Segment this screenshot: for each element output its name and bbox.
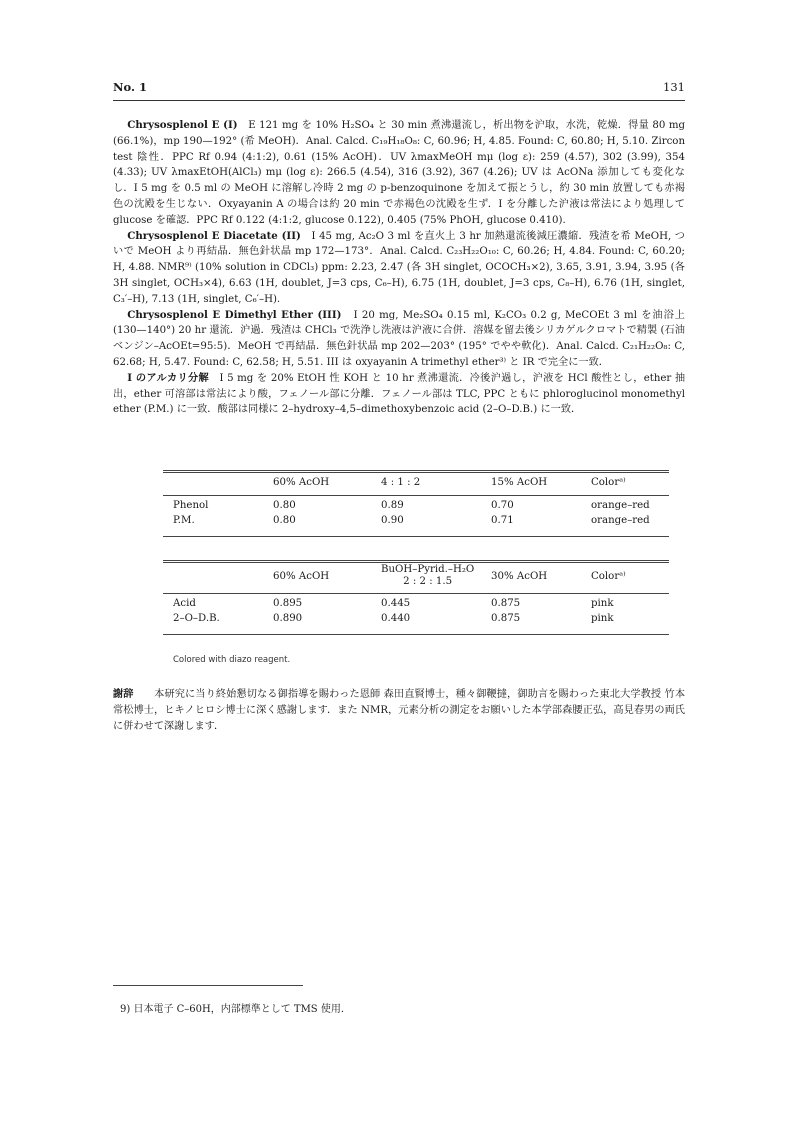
table-footnote: Colored with diazo reagent. (173, 655, 291, 665)
paragraph-alkali-decomposition (113, 371, 685, 418)
table-bottom-rule (163, 634, 669, 635)
table-cell: 0.90 (381, 515, 404, 526)
header-rule (113, 100, 685, 101)
paragraph-body: I 5 mg を 20% EtOH 性 KOH と 10 hr 煮沸還流．冷後沪過し，沪液を HCl 酸性とし，ether 抽出，ether 可溶部は常法により酸，フェノール部に分離．フェノール部は TLC, PPC ともに phloroglucinol monomethyl ether (P.M.) に一致．酸部は同様に 2–hydroxy–4,5–dimethoxybenzoic acid (2–O–D.B.) に一致． (113, 372, 686, 416)
rf-table-phenol (163, 470, 669, 537)
table-row (163, 500, 669, 515)
table-header-cell: 60% AcOH (273, 571, 330, 582)
paragraph-chrysosplenol-e (113, 118, 685, 229)
paragraph-title: I のアルカリ分解 (127, 371, 209, 384)
table-header-cell: 4 : 1 : 2 (381, 477, 421, 488)
table-cell: 0.89 (381, 500, 404, 511)
table-cell: 0.890 (273, 613, 303, 624)
acknowledgement-title: 謝辞 (113, 688, 134, 700)
issue-number: No. 1 (113, 80, 147, 94)
table-cell: P.M. (173, 515, 195, 526)
table-header-cell (381, 564, 474, 588)
table-cell: 0.71 (491, 515, 514, 526)
paragraph-title: Chrysosplenol E Diacetate (II) (127, 229, 301, 242)
table-header-cell: 30% AcOH (491, 571, 548, 582)
footnote-rule (113, 985, 303, 986)
solvent-name: BuOH–Pyrid.–H₂O (381, 564, 475, 575)
table-cell: 0.875 (491, 598, 521, 609)
acknowledgement-text: 本研究に当り終始懇切なる御指導を賜わった恩師 森田直賢博士，種々御鞭撻，御助言を賜わった東北大学教授 竹本常松博士，ヒキノヒロシ博士に深く感謝します．また NMR，元素分析の測定をお願いした本学部森腰正弘，高見春男の両氏に併わせて深謝します． (113, 689, 686, 732)
paragraph-body: I 20 mg, Me₂SO₄ 0.15 ml, K₂CO₃ 0.2 g, MeCOEt 3 ml を油浴上 (130—140°) 20 hr 還流．沪過．残渣は CHCl₃ で洗浄し洗液は沪液に合併．溶媒を留去後シリカゲルクロマトで精製 (石油ベンジン–AcOEt=95:5)．MeOH で再結晶．無色針状晶 mp 202—203° (195° でやや軟化)．Anal. Calcd. C₂₁H₂₂O₈: C, 62.68; H, 5.47. Found: C, 62.58; H, 5.51. III は oxyayanin A trimethyl ether³⁾ と IR で完全に一致． (113, 309, 685, 368)
page-number: 131 (663, 80, 685, 94)
table-cell: 0.440 (381, 613, 411, 624)
table-cell: orange–red (591, 515, 650, 526)
paragraph-title: Chrysosplenol E Dimethyl Ether (III) (127, 308, 342, 321)
table-header-row (163, 473, 669, 495)
table-header-cell: Colorᵃ⁾ (591, 571, 626, 582)
table-cell: orange–red (591, 500, 650, 511)
table-row (163, 613, 669, 628)
table-cell: Phenol (173, 500, 209, 511)
paragraph-body: E 121 mg を 10% H₂SO₄ と 30 min 煮沸還流し，析出物を沪取，水洗，乾燥．得量 80 mg (66.1%)，mp 190—192° (希 MeOH)．Anal. Calcd. C₁₉H₁₈O₈: C, 60.96; H, 4.85. Found: C, 60.80; H, 5.10. Zircon test 陰性．PPC Rf 0.94 (4:1:2), 0.61 (15% AcOH)．UV λmaxMeOH mμ (log ε): 259 (4.57), 302 (3.99), 354 (4.33); UV λmaxEtOH(AlCl₃) mμ (log ε): 266.5 (4.54), 316 (3.92), 367 (4.26); UV は AcONa 添加しても変化なし．I 5 mg を 0.5 ml の MeOH に溶解し冷時 2 mg の p-benzoquinone を加えて振とうし，約 30 min 放置しても赤褐色の沈殿を生じない．Oxyayanin A の場合は約 20 min で赤褐色の沈殿を生ず．I を分離した沪液は常法により処理して glucose を確認．PPC Rf 0.122 (4:1:2, glucose 0.122), 0.405 (75% PhOH, glucose 0.410). (113, 120, 686, 226)
table-cell: 2–O–D.B. (173, 613, 220, 624)
table-row (163, 598, 669, 613)
table-header-cell: 60% AcOH (273, 477, 330, 488)
paragraph-title: Chrysosplenol E (I) (127, 119, 238, 131)
table-cell: 0.80 (273, 500, 296, 511)
table-header-cell: 15% AcOH (491, 477, 548, 488)
table-row (163, 515, 669, 530)
table-cell: pink (591, 598, 614, 609)
table-cell: pink (591, 613, 614, 624)
table-header-row (163, 563, 669, 593)
solvent-ratio: 2 : 2 : 1.5 (403, 576, 453, 587)
table-cell: 0.895 (273, 598, 303, 609)
table-bottom-rule (163, 536, 669, 537)
table-cell: 0.875 (491, 613, 521, 624)
paragraph-body: I 45 mg, Ac₂O 3 ml を直火上 3 hr 加熱還流後減圧濃縮．残渣を希 MeOH, ついで MeOH より再結晶．無色針状晶 mp 172—173°．Anal. Calcd. C₂₃H₂₂O₁₀: C, 60.26; H, 4.84. Found: C, 60.20; H, 4.88. NMR⁹⁾ (10% solution in CDCl₃) ppm: 2.23, 2.47 (各 3H singlet, OCOCH₃×2), 3.65, 3.91, 3.94, 3.95 (各 3H singlet, OCH₃×4), 6.63 (1H, doublet, J=3 cps, C₆–H), 6.75 (1H, doublet, J=3 cps, C₈–H), 6.76 (1H, singlet, C₃′–H), 7.13 (1H, singlet, C₆′–H). (113, 230, 685, 305)
experimental-section (113, 118, 685, 418)
paragraph-dimethyl-ether (113, 308, 685, 371)
rf-table-acid (163, 560, 669, 635)
paragraph-diacetate (113, 229, 685, 308)
table-cell: 0.445 (381, 598, 411, 609)
table-cell: 0.70 (491, 500, 514, 511)
acknowledgement (113, 686, 685, 735)
table-cell: Acid (173, 598, 196, 609)
table-header-cell: Colorᵃ⁾ (591, 477, 626, 488)
table-cell: 0.80 (273, 515, 296, 526)
footnote: 9) 日本電子 C–60H，内部標準として TMS 使用． (120, 1004, 351, 1015)
